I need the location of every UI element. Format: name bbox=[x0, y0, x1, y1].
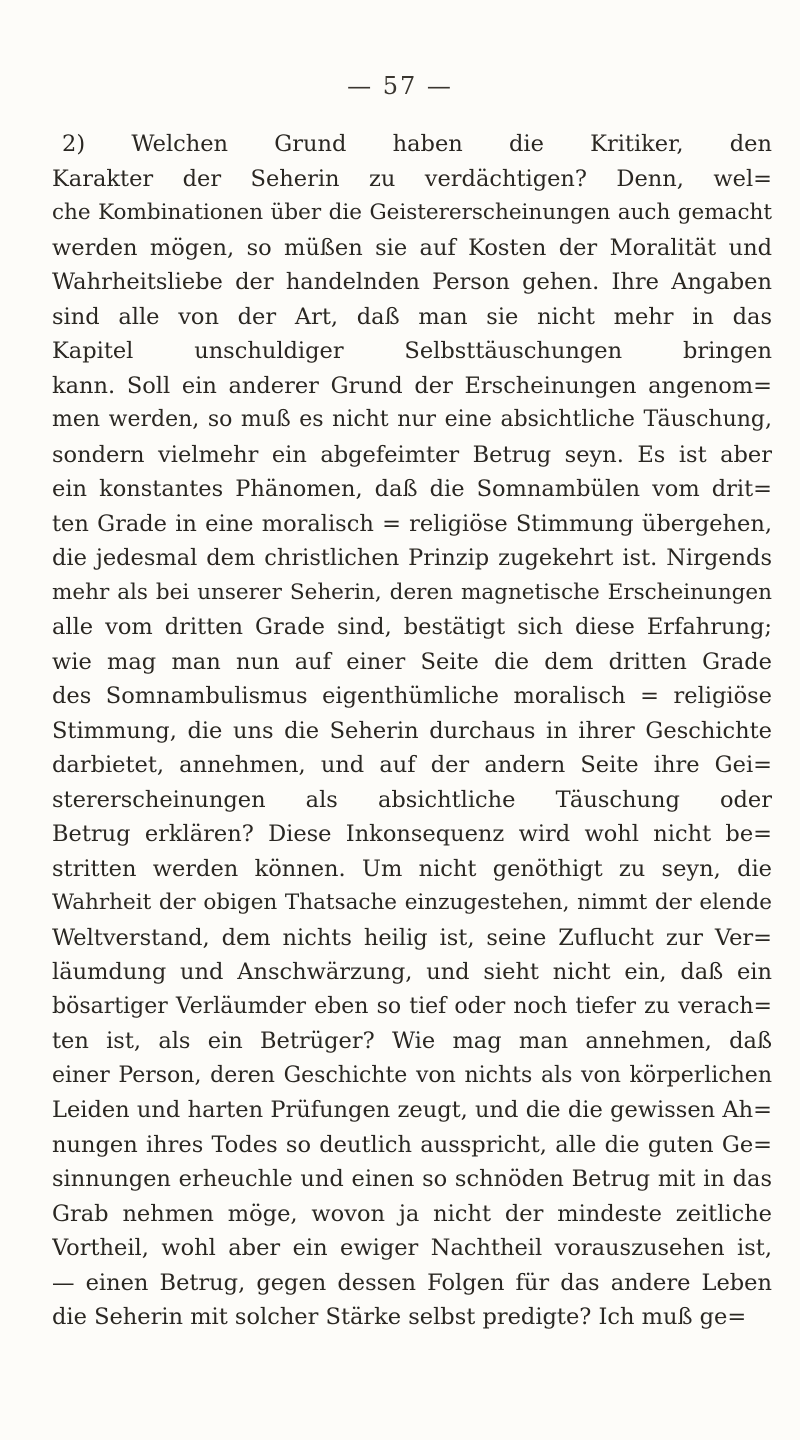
text-line: ein konstantes Phänomen, daß die Somnambülen vom drit= bbox=[52, 476, 772, 502]
text-line: kann. Soll ein anderer Grund der Erscheinungen angenom= bbox=[52, 372, 772, 399]
text-line: werden mögen, so müßen sie auf Kosten der Moralität und bbox=[52, 234, 772, 261]
text-line: sind alle von der Art, daß man sie nicht mehr in das bbox=[52, 303, 772, 330]
text-line: bösartiger Verläumder eben so tief oder noch tiefer zu verach= bbox=[52, 993, 772, 1019]
text-line: Wahrheit der obigen Thatsache einzugestehen, nimmt der elende bbox=[52, 890, 772, 915]
text-line: des Somnambulismus eigenthümliche moralisch = religiöse bbox=[52, 683, 772, 709]
text-line: Kapitel unschuldiger Selbsttäuschungen bringen bbox=[52, 338, 772, 364]
text-line: Karakter der Seherin zu verdächtigen? Denn, wel= bbox=[52, 165, 772, 192]
text-line: darbietet, annehmen, und auf der andern Seite ihre Gei= bbox=[52, 752, 772, 778]
text-line: die jedesmal dem christlichen Prinzip zugekehrt ist. Nirgends bbox=[52, 545, 772, 571]
text-line: alle vom dritten Grade sind, bestätigt sich diese Erfahrung; bbox=[52, 614, 772, 640]
text-line: men werden, so muß es nicht nur eine absichtliche Täuschung, bbox=[52, 407, 772, 432]
text-line: ten ist, als ein Betrüger? Wie mag man annehmen, daß bbox=[52, 1028, 772, 1054]
page-number: — 57 — bbox=[347, 72, 453, 100]
text-line: 2) Welchen Grund haben die Kritiker, den bbox=[62, 131, 772, 157]
text-line: Grab nehmen möge, wovon ja nicht der mindeste zeitliche bbox=[52, 1200, 772, 1227]
text-line: che Kombinationen über die Geistererscheinungen auch gemacht bbox=[52, 200, 772, 225]
text-line: ten Grade in eine moralisch = religiöse Stimmung übergehen, bbox=[52, 510, 772, 537]
text-line: einer Person, deren Geschichte von nichts als von körperlichen bbox=[52, 1062, 772, 1088]
text-line: Stimmung, die uns die Seherin durchaus in ihrer Geschichte bbox=[52, 717, 772, 744]
text-line: läumdung und Anschwärzung, und sieht nicht ein, daß ein bbox=[52, 959, 772, 985]
text-line: Betrug erklären? Diese Inkonsequenz wird wohl nicht be= bbox=[52, 821, 772, 847]
text-line: nungen ihres Todes so deutlich ausspricht, alle die guten Ge= bbox=[52, 1131, 772, 1158]
text-line: Weltverstand, dem nichts heilig ist, seine Zuflucht zur Ver= bbox=[52, 924, 772, 951]
text-line: stererscheinungen als absichtliche Täuschung oder bbox=[52, 786, 772, 813]
text-line: wie mag man nun auf einer Seite die dem dritten Grade bbox=[52, 648, 772, 675]
text-line: sinnungen erheuchle und einen so schnöden Betrug mit in das bbox=[52, 1166, 772, 1192]
text-line: Leiden und harten Prüfungen zeugt, und die die gewissen Ah= bbox=[52, 1097, 772, 1123]
body-text bbox=[52, 127, 772, 1335]
text-line: stritten werden können. Um nicht genöthigt zu seyn, die bbox=[52, 855, 772, 882]
text-line: Vortheil, wohl aber ein ewiger Nachtheil vorauszusehen ist, bbox=[52, 1235, 772, 1261]
text-line: Wahrheitsliebe der handelnden Person gehen. Ihre Angaben bbox=[52, 269, 772, 295]
text-line: — einen Betrug, gegen dessen Folgen für das andere Leben bbox=[52, 1269, 772, 1296]
text-line: die Seherin mit solcher Stärke selbst predigte? Ich muß ge= bbox=[52, 1304, 747, 1330]
text-line: mehr als bei unserer Seherin, deren magnetische Erscheinungen bbox=[52, 579, 772, 605]
text-line: sondern vielmehr ein abgefeimter Betrug seyn. Es ist aber bbox=[52, 441, 772, 468]
